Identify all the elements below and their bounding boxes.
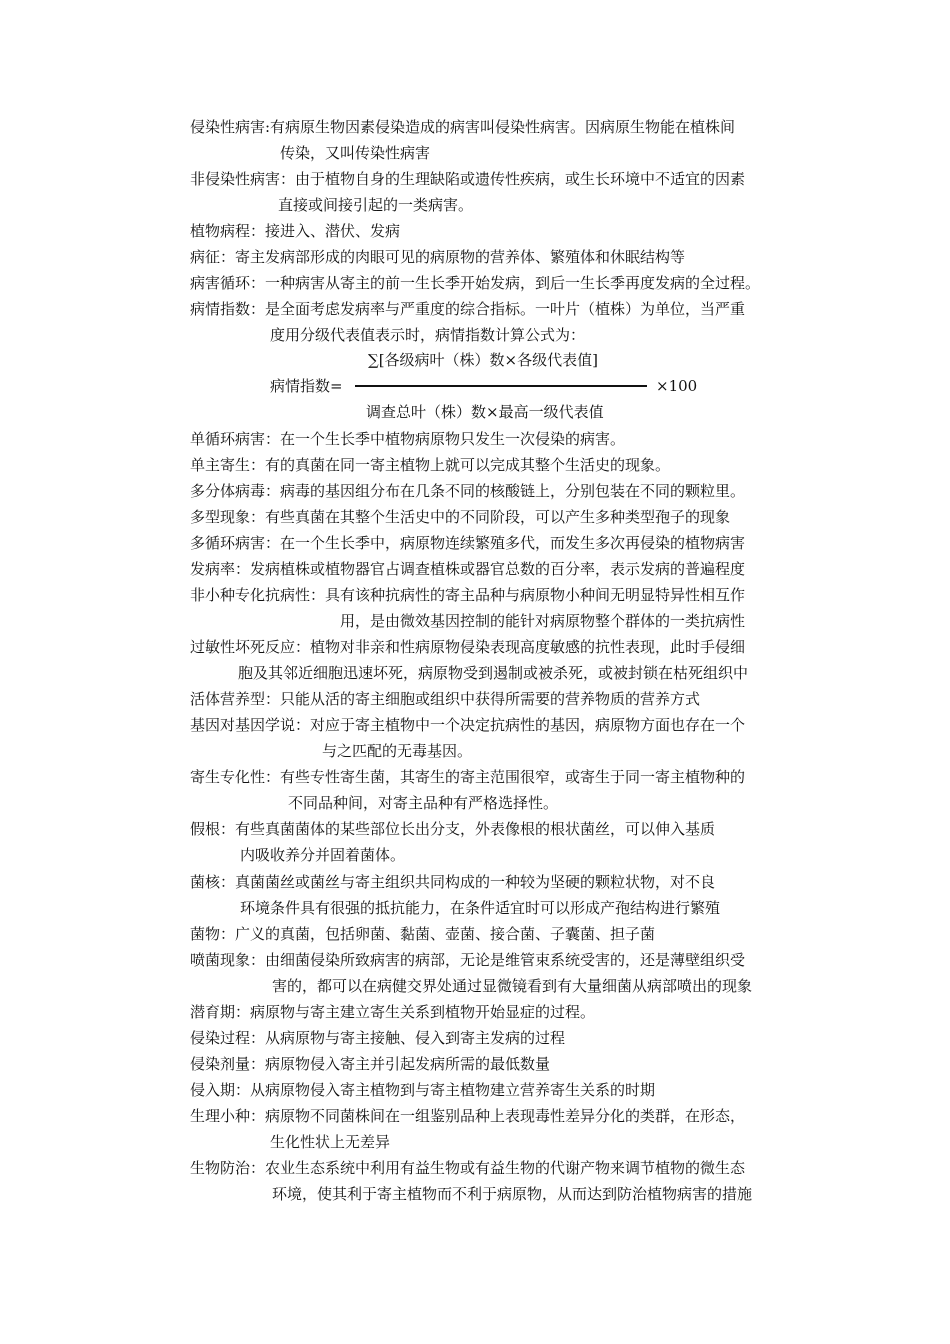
text-line: 喷菌现象：由细菌侵染所致病害的病部，无论是维管束系统受害的，还是薄壁组织受	[190, 951, 746, 969]
text-line: 病害循环：一种病害从寄主的前一生长季开始发病，到后一生长季再度发病的全过程。	[190, 274, 761, 292]
text-line: 用，是由微效基因控制的能针对病原物整个群体的一类抗病性	[340, 612, 746, 630]
text-line: 单主寄生：有的真菌在同一寄主植物上就可以完成其整个生活史的现象。	[190, 456, 671, 474]
text-line: 与之匹配的无毒基因。	[322, 742, 473, 760]
formula-lhs: 病情指数=	[270, 377, 343, 395]
text-line: 生理小种：病原物不同菌株间在一组鉴别品种上表现毒性差异分化的类群，在形态，	[190, 1107, 746, 1125]
text-line: 侵入期：从病原物侵入寄主植物到与寄主植物建立营养寄生关系的时期	[190, 1081, 656, 1099]
text-line: 侵染过程：从病原物与寄主接触、侵入到寄主发病的过程	[190, 1029, 566, 1047]
text-line: 植物病程：接进入、潜伏、发病	[190, 222, 401, 240]
text-line: 不同品种间，对寄主品种有严格选择性。	[288, 794, 559, 812]
text-line: 侵染剂量：病原物侵入寄主并引起发病所需的最低数量	[190, 1055, 551, 1073]
text-line: 直接或间接引起的一类病害。	[278, 196, 474, 214]
text-line: 潜育期：病原物与寄主建立寄生关系到植物开始显症的过程。	[190, 1003, 596, 1021]
text-line: 发病率：发病植株或植物器官占调查植株或器官总数的百分率，表示发病的普遍程度	[190, 560, 746, 578]
text-line: 寄生专化性：有些专性寄生菌，其寄生的寄主范围很窄，或寄生于同一寄主植物种的	[190, 768, 746, 786]
text-line: 传染，又叫传染性病害	[280, 144, 431, 162]
text-line: 生物防治：农业生态系统中利用有益生物或有益生物的代谢产物来调节植物的微生态	[190, 1159, 746, 1177]
text-line: 侵染性病害:有病原生物因素侵染造成的病害叫侵染性病害。因病原生物能在植株间	[190, 118, 736, 136]
text-line: 环境，使其利于寄主植物而不利于病原物，从而达到防治植物病害的措施	[272, 1185, 753, 1203]
text-line: 非侵染性病害：由于植物自身的生理缺陷或遗传性疾病，或生长环境中不适宜的因素	[190, 170, 746, 188]
text-line: 多循环病害：在一个生长季中，病原物连续繁殖多代，而发生多次再侵染的植物病害	[190, 534, 746, 552]
formula-denominator: 调查总叶（株）数×最高一级代表值	[366, 403, 604, 421]
text-line: 度用分级代表值表示时，病情指数计算公式为：	[270, 326, 586, 344]
text-line: 过敏性坏死反应：植物对非亲和性病原物侵染表现高度敏感的抗性表现，此时手侵细	[190, 638, 746, 656]
text-line: 菌物：广义的真菌，包括卵菌、黏菌、壶菌、接合菌、子囊菌、担子菌	[190, 925, 656, 943]
text-line: 胞及其邻近细胞迅速坏死，病原物受到遏制或被杀死，或被封锁在枯死组织中	[238, 664, 749, 682]
text-line: 生化性状上无差异	[270, 1133, 391, 1151]
text-line: 非小种专化抗病性：具有该种抗病性的寄主品种与病原物小种间无明显特异性相互作	[190, 586, 746, 604]
text-line: 假根：有些真菌菌体的某些部位长出分支，外表像根的根状菌丝，可以伸入基质	[190, 820, 716, 838]
text-line: 病情指数：是全面考虑发病率与严重度的综合指标。一叶片（植株）为单位，当严重	[190, 300, 746, 318]
fraction-bar	[355, 385, 647, 387]
text-line: 菌核：真菌菌丝或菌丝与寄主组织共同构成的一种较为坚硬的颗粒状物，对不良	[190, 873, 716, 891]
text-line: 单循环病害：在一个生长季中植物病原物只发生一次侵染的病害。	[190, 430, 626, 448]
text-line: 基因对基因学说：对应于寄主植物中一个决定抗病性的基因，病原物方面也存在一个	[190, 716, 746, 734]
text-line: 环境条件具有很强的抵抗能力，在条件适宜时可以形成产孢结构进行繁殖	[240, 899, 721, 917]
text-line: 多分体病毒：病毒的基因组分布在几条不同的核酸链上，分别包装在不同的颗粒里。	[190, 482, 746, 500]
text-line: 病征：寄主发病部形成的肉眼可见的病原物的营养体、繁殖体和休眠结构等	[190, 248, 686, 266]
formula-numerator: ∑[各级病叶（株）数×各级代表值]	[368, 351, 598, 369]
text-line: 内吸收养分并固着菌体。	[240, 846, 406, 864]
text-line: 害的，都可以在病健交界处通过显微镜看到有大量细菌从病部喷出的现象	[272, 977, 753, 995]
formula-multiplier: ×100	[656, 377, 698, 395]
text-line: 多型现象：有些真菌在其整个生活史中的不同阶段，可以产生多种类型孢子的现象	[190, 508, 731, 526]
text-line: 活体营养型：只能从活的寄主细胞或组织中获得所需要的营养物质的营养方式	[190, 690, 701, 708]
